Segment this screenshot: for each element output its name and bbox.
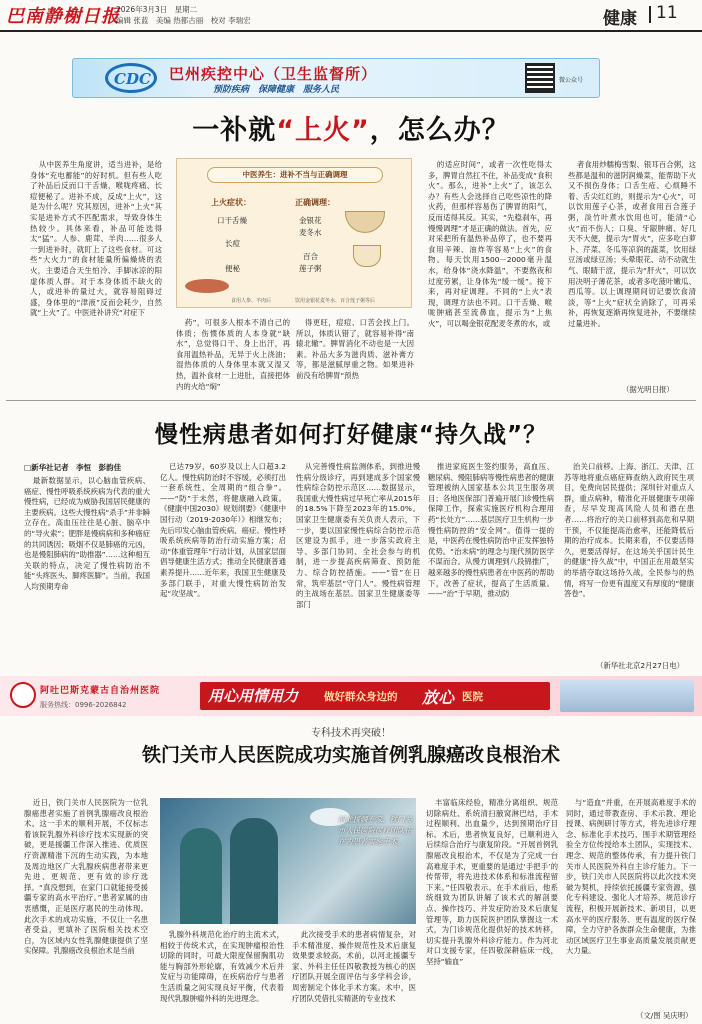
paper-name: 巴南静榭日报 bbox=[6, 6, 120, 27]
article2-col5: 治关口前移。上海、浙江、天津、江苏等地将重点癌症筛查纳入政府民生项目，免费向居民提供；深圳针对重点人群，重点病种，精准化开展健康专项筛查，尽早发现高风险人员和潜在患者……将治疗的关口前移到高危和早期干预，不仅能提高治愈率，还能降低后期的治疗成本。长期来看，不仅要活得久，更要活得好。在这场关乎国计民生的健康“持久战”中，中国正在用最坚实的举措夺取这场持久战，全民参与的热情，将写一份更有温度又有厚度的“健康答卷”。 bbox=[564, 462, 694, 599]
article2-col1: 最新数据显示，以心脑血管疾病、癌症、慢性呼吸系统疾病为代表的重大慢性病，已经成为威胁我国居民健康的主要疾病。这些大慢性病“杀手”并非瞬立存在。高血压往往是心脏、脑卒中的“导火索”；肥胖是慢病病和多种癌症的共同诱因；吸烟不仅是肺癌的元凶，也是慢阻肺病的“助推器”……这种相互关联的特点，决定了慢性病防治不能“头疼医头、脚疼医脚”。当前，我国人均预期寿命 bbox=[24, 476, 150, 591]
hospital-slogan-band: 用心用情用力 做好群众身边的 放心 医院 bbox=[200, 682, 550, 710]
infographic-title: 中医养生：进补不当与正确调理 bbox=[207, 167, 383, 183]
symptom-item: 口干舌燥 bbox=[217, 216, 247, 225]
infographic-left-head: 上火症状： bbox=[211, 198, 251, 207]
article1-col4: 的适应时间”，或者一次性吃得太多，脾胃自然扛不住，补品变成“食积火”。那么，进补“上火”了，该怎么办？有些人会选择自己吃些凉性的降火药，但那样容易伤了脾胃的阳气，反而适得其反。其实，“先稳刹车，再慢慢调理”才是正确的做法。首先，应对采把所有温热补品停了，也不要再食用辛辣、油炸等容易“上火”的食物。每天饮用1500－2000毫升温水，给身体“浇水降温”，不要熬夜和过度劳累，让身体先“缓一缓”。接下来，再对症调理。不同的“上火”表现，调理方法也不同。口干舌燥、喉咙肿痛甚至流鼻血，提示为“上焦火”，可以喝金银花配麦冬煮的水，或 bbox=[428, 160, 552, 328]
page-number: 11 bbox=[656, 3, 678, 23]
article3-col5: 与“造血”并重，在开展高难度手术的同时，通过带教查房、手术示教、理论授课、病例研讨等方式，将先进诊疗理念、标准化手术技巧、围手术期管理经验全方位传授给本土团队，实现技术、理念、规范的整体传承，有力提升铁门关市人民医院外科自主诊疗能力。下一步，铁门关市人民医院将以此次技术突破为契机，持续依托援疆专家资源，强化专科建设、强化人才培养、规范诊疗流程，积极开展新技术、新项目，以更高水平的医疗服务、更有温度的医疗保障，全力守护各族群众生命健康，为推动区域医疗卫生事业高质量发展贡献更大力量。 bbox=[566, 798, 696, 956]
infographic-caption-right: 饮用金银花麦冬水、百合莲子粥等后 bbox=[295, 298, 376, 304]
cdc-slogan: 预防疾病 保障健康 服务人民 bbox=[213, 85, 340, 95]
cdc-banner bbox=[72, 58, 600, 98]
hospital-name: 阿吐巴斯克蒙古自治州医院 bbox=[40, 686, 161, 696]
article1-infographic bbox=[176, 158, 412, 308]
hospital-hotline: 服务热线：0996-2026842 bbox=[40, 701, 127, 709]
article1-title: 一补就“上火”，怎么办？ bbox=[192, 115, 510, 146]
hospital-logo-icon bbox=[10, 682, 36, 708]
article3-credit: （文/图 吴庆明） bbox=[636, 1011, 693, 1020]
article2-col4: 推进家庭医生签约服务，高血压、糖尿病、慢阻肺病等慢性病患者的健康管理被纳入国家基本公共卫生服务项目；各地医保部门普遍开展门诊慢性病保障工作，探索实施医疗机构合理用药“长处方”……基层医疗卫生机构一步慢性病防控的“安全网”。值得一提的是，中医药在慢性病防治中正发挥独特优势。“治未病”的理念与现代预防医学不谋而合。从慢方调理到八段锦推广，越来越多的慢性病患者在中医药的帮助下，改善了症状，提高了生活质量。——“治”于早期，推动防 bbox=[428, 462, 554, 599]
divider bbox=[6, 400, 696, 401]
article1-col5: 者食用炒糯梅雪梨、银耳百合粥，这些都是温和的滋阴润燥菜，能帮助下火又不损伤身体；口舌生疮、心烦睡不着、舌尖红红的，则提示为“心火”，可以饮用莲子心茶，或者食用百合莲子粥，淡竹叶煮水饮用也可，能清“心火”而不伤人；口臭、牙龈肿痛、好几天不大便，提示为“胃火”，应多吃白萝卜、芹菜、冬瓜等凉润的蔬菜，饮用绿豆汤或绿豆汤；头晕眼花、动不动就生气、眼睛干涩，提示为“肝火”，可以饮用决明子薄花茶，或者多吃菠叶嫩瓜、西瓜等。以上调理期间切记要饮食清淡，等“上火”症状全消除了，可再采补，再恢复逐渐再恢复进补，不要继续过量进补。 bbox=[568, 160, 696, 328]
remedy-item: 麦冬水 bbox=[299, 228, 322, 237]
symptom-item: 便秘 bbox=[225, 264, 240, 273]
article2-title: 慢性病患者如何打好健康“持久战”？ bbox=[154, 422, 548, 448]
cdc-logo: CDC bbox=[105, 63, 157, 93]
hospital-banner bbox=[0, 676, 702, 716]
article3-col4: 丰富临床经验，精准分离组织、规范切除病灶、系统清扫腋窝淋巴结，手术过程顺利、出血量少，达到预期治疗目标。术后，患者恢复良好，已顺利进入后续综合治疗与康复阶段。“开展首例乳腺癌改良根治术，不仅是为了完成一台高难度手术，更重要的是通过‘手把手’的传帮带，将先进技术体系和标准流程留下来。”任四敬表示。在手术前后，他系统细致为团队讲解了该术式的解剖要点、操作技巧、并发症防治及术后康复管理等，助力医院医护团队掌握这一术式，为门诊规范化提供好的技术转移，切实提升乳腺外科诊疗能力。作为河北对口支援专家，任四敬深耕临床一线，坚持“输血” bbox=[426, 798, 558, 966]
infographic-right-head: 正确调理： bbox=[295, 198, 335, 207]
masthead bbox=[0, 0, 702, 34]
herb-bowl-icon bbox=[345, 211, 385, 233]
article1-credit: （据光明日报） bbox=[622, 385, 674, 394]
article1-col2: 药”，可很多人根本不清自己的体质；伤惯体质的人本身就“缺水”，总觉得口干、身上出汗，再食用温热补品，无异于火上浇油；湿热体质的人身体里本就又湿又热，温补食材一上进肚，直接把体内的火给“焖” bbox=[176, 318, 290, 391]
article3-title: 铁门关市人民医院成功实施首例乳腺癌改良根治术 bbox=[141, 744, 560, 766]
article1-col1: 从中医养生角度讲，适当进补，是给身体“充电蓄能”的好时机。但有些人吃了补品后反而口干舌燥、喉咙疼痛、长痘便秘了。进补不成，反成“上火”，这是为什么呢？究其原因，进补“上火”其实是进补方式不匹配需求，导致身体生热较少。具体来看，补品可能选得太“猛”。人参、鹿茸、羊肉……很多人一到进补时，就盯上了这些食材。可这些“大火力”的食材能量所偏燥烧的表火，主要适合天生怕冷、手脚冰凉的阳虚体质人群。对于本身体质不缺火的人，或进补的量过大，就容易阻碍过盛，身体里的“津液”反而会耗少，自然就“上火”了。中医进补讲究“对症下 bbox=[30, 160, 162, 318]
surgeon-figure bbox=[180, 828, 222, 924]
article2-col3: 从完善慢性病监测体系，到推进慢性病分级诊疗，再到建成多个国家慢性病综合防控示范区……数据显示，我国重大慢性病过早死亡率从2015年的18.5%下降至2023年的15.0%。国家卫生健康委有关负责人表示，下一步，要以国家慢性病综合防控示范区建设为抓手，进一步落实政府主导、多部门协同、全社会参与的机制，进一步提高疾病筛查、预防能力、综合防控措施。——“管”在日常，筑牢基层“守门人”。慢性病管理的主战场在基层。国家卫生健康委等部门 bbox=[296, 462, 420, 609]
meat-platter-icon bbox=[185, 279, 229, 293]
masthead-rule bbox=[0, 30, 702, 32]
cdc-org-name: 巴州疾控中心（卫生监督所） bbox=[169, 65, 378, 83]
section-divider bbox=[649, 6, 651, 23]
article2-col2: 已达79岁，60岁及以上人口超3.2亿人。慢性病防治时不容缓，必须打出一套系统性、全周期的“组合拳”。——“防”于未然，将健康融入政策。《健康中国2030》规划纲要》《健康中国行动（2019-2030年）》相继发布；先后印发心脑血管疾病、癌症、慢性呼吸系统疾病等防治行动实施方案；启动“体重管理年”行动计划，从国家层面倡导健康生活方式；推动全民健康普通素养提升……近年来，我国卫生健康及多部门联手，对重大慢性病防治发起“攻坚战”。 bbox=[160, 462, 286, 599]
article2-byline: □新华社记者 李恒 彭韵佳 bbox=[24, 463, 122, 472]
article3-col1: 近日，铁门关市人民医院为一位乳腺癌患者实施了首例乳腺癌改良根治术。这一手术的顺利开展，不仅标志着该院乳腺外科诊疗技术实现新的突破，更是援疆工作深入推进、优质医疗资源精准下沉的生动实践，为本地及周边地区广大乳腺疾病患者带来更先进、更规范、更有效的诊疗选择。“真没想到，在家门口就能接受援疆专家的高水平治疗。”患者家属的由衷感慨，正是医疗惠民的生动体现。此次手术的成功实施，不仅让一名患者受益，更填补了医院相关技术空白，为区域内女性乳腺健康提供了坚实保障。乳腺癌改良根治术是当前 bbox=[24, 798, 148, 956]
qr-code-icon bbox=[525, 63, 555, 93]
article1-col3: 得更旺，痘痘、口苦会找上门。所以，体质认错了，就容易补得“南辕北辙”。脾胃消化不动也是一大因素。补品大多为滋肉质、滋补膏方等，都是滋腻厚重之物。如果进补前没有给脾胃“预热 bbox=[296, 318, 414, 380]
article3-col3: 此次接受手术的患者病情复杂，对手术精准度、操作规范性及术后康复效果要求较高。术前，以河北援疆专家、外科主任任四敬教授为核心的医疗团队开展全面评估与多学科会诊，周密制定个体化手术方案。术中，医疗团队凭借扎实精湛的专业技术 bbox=[292, 930, 416, 1003]
article3-kicker: 专科技术再突破！ bbox=[311, 728, 391, 739]
remedy-item: 莲子粥 bbox=[299, 264, 322, 273]
surgeon-figure bbox=[230, 818, 278, 924]
date-line: 2026年3月3日 星期二 bbox=[116, 5, 198, 14]
editors-line: 编辑 张蓝 美编 热都古丽 校对 李瑞宏 bbox=[116, 16, 251, 25]
remedy-item: 金银花 bbox=[299, 216, 322, 225]
symptom-item: 长痘 bbox=[225, 239, 240, 248]
qr-caption: 微公众号 bbox=[559, 77, 584, 84]
infographic-caption-left: 食用人参、羊肉后 bbox=[231, 298, 272, 304]
hospital-building-image bbox=[560, 680, 694, 712]
article3-col2: 乳腺外科规范化治疗的主流术式，相较于传统术式，在实现肿瘤根治性切除的同时，可最大限度保留胸肌功能与胸部外形轮廓，有效减少术后并发症与功能障碍，在疾病治疗与患者生活质量之间实现良好平衡，代表着现代乳腺肿瘤外科的先进理念。 bbox=[160, 930, 284, 1003]
photo-caption: 河北援疆专家、铁门关市人民医院医疗团队正在为患者实施手术。 bbox=[338, 815, 412, 846]
section-name: 健康 bbox=[603, 9, 637, 29]
tea-cup-icon bbox=[353, 245, 381, 267]
article2-credit: （新华社北京2月27日电） bbox=[596, 661, 685, 670]
remedy-item: 百合 bbox=[303, 252, 318, 261]
